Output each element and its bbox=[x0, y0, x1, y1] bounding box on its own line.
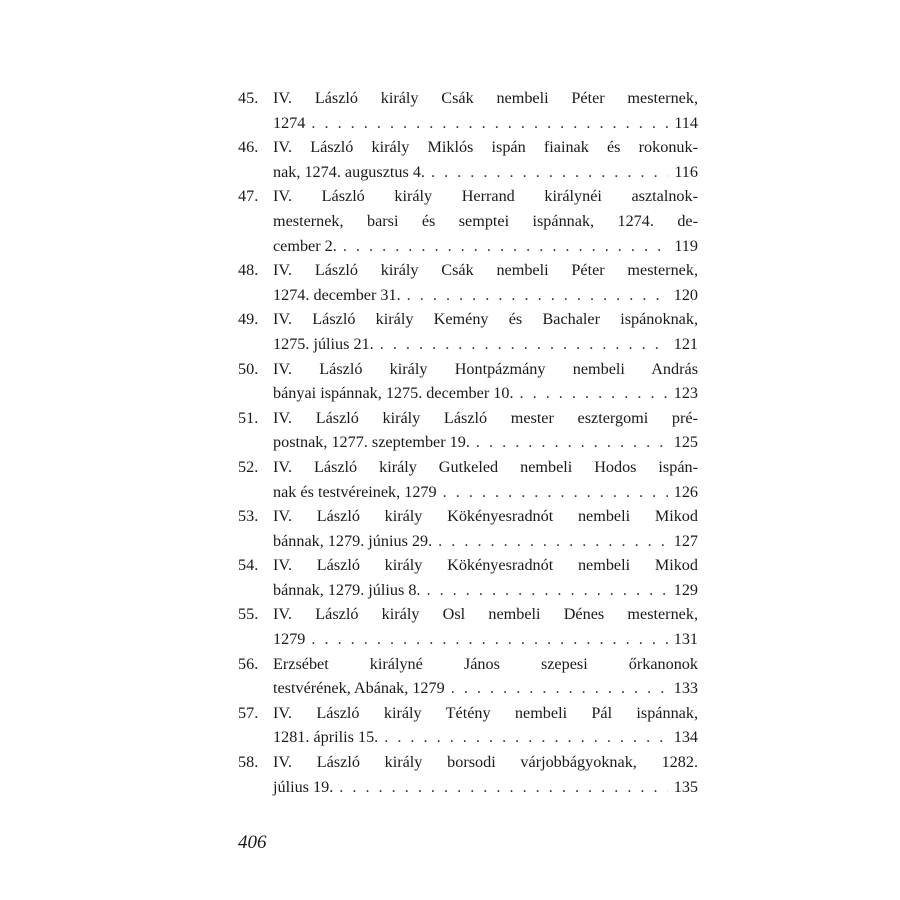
entry-last-text: július 19. bbox=[273, 777, 334, 796]
entry-line: IV. László király Miklós ispán fiainak és rokonuk- bbox=[273, 138, 698, 157]
entry-page-number: 121 bbox=[673, 334, 698, 353]
toc-entry bbox=[238, 135, 698, 184]
entry-last-text: bánnak, 1279. július 8. bbox=[273, 580, 421, 599]
entry-number: 45. bbox=[238, 89, 259, 107]
entry-text bbox=[273, 455, 698, 504]
entry-text bbox=[273, 701, 698, 750]
entry-number: 50. bbox=[238, 359, 259, 378]
entry-line: IV. László király borsodi várjobbágyoknak, 1282. bbox=[273, 753, 698, 772]
toc-entry bbox=[238, 553, 698, 602]
entry-last-text: bányai ispánnak, 1275. december 10. bbox=[273, 384, 514, 403]
entry-page-number: 131 bbox=[673, 630, 698, 649]
entry-last-text: 1274. december 31. bbox=[273, 285, 401, 304]
page-number: 406 bbox=[238, 832, 267, 853]
entry-page-number: 129 bbox=[673, 580, 698, 599]
entry-line: IV. László király Kemény és Bachaler ispánoknak, bbox=[273, 310, 698, 329]
entry-last-text: testvérének, Abának, 1279 bbox=[273, 679, 445, 698]
toc-entry bbox=[238, 86, 698, 135]
entry-last-line bbox=[273, 332, 698, 357]
entry-page-number: 135 bbox=[673, 777, 698, 796]
dot-leader bbox=[343, 234, 668, 259]
entry-last-line bbox=[273, 725, 698, 750]
entry-line: IV. László király Csák nembeli Péter mesternek, bbox=[273, 89, 698, 107]
entry-text bbox=[273, 357, 698, 406]
entry-text bbox=[273, 504, 698, 553]
entry-number: 55. bbox=[238, 605, 259, 624]
entry-page-number: 120 bbox=[673, 285, 698, 304]
entry-text bbox=[273, 652, 698, 701]
entry-line: IV. László király Hontpázmány nembeli András bbox=[273, 359, 698, 378]
entry-last-text: bánnak, 1279. június 29. bbox=[273, 531, 433, 550]
entry-page-number: 125 bbox=[673, 433, 698, 452]
table-of-contents bbox=[238, 86, 698, 799]
entry-last-line bbox=[273, 676, 698, 701]
toc-entry bbox=[238, 307, 698, 356]
toc-entry bbox=[238, 357, 698, 406]
entry-last-line bbox=[273, 430, 698, 455]
toc-entry bbox=[238, 184, 698, 258]
entry-last-line bbox=[273, 775, 698, 800]
entry-last-line bbox=[273, 627, 698, 652]
dot-leader bbox=[311, 111, 668, 136]
entry-page-number: 123 bbox=[673, 384, 698, 403]
entry-text bbox=[273, 602, 698, 651]
entry-last-text: nak és testvéreinek, 1279 bbox=[273, 482, 437, 501]
dot-leader bbox=[407, 283, 668, 308]
entry-line: IV. László király Kökényesradnót nembeli Mikod bbox=[273, 556, 698, 575]
entry-line: IV. László király Gutkeled nembeli Hodos ispán- bbox=[273, 457, 698, 476]
entry-last-line bbox=[273, 283, 698, 308]
entry-line: IV. László király Herrand királynéi asztalnok- bbox=[273, 187, 698, 206]
dot-leader bbox=[426, 578, 668, 603]
entry-line: mesternek, barsi és semptei ispánnak, 1274. de- bbox=[273, 211, 698, 230]
entry-page-number: 116 bbox=[674, 162, 698, 181]
entry-page-number: 114 bbox=[674, 113, 698, 132]
entry-text bbox=[273, 750, 698, 799]
entry-text bbox=[273, 406, 698, 455]
entry-page-number: 133 bbox=[673, 679, 698, 698]
toc-entry bbox=[238, 750, 698, 799]
entry-last-text: cember 2. bbox=[273, 236, 337, 255]
entry-number: 49. bbox=[238, 310, 259, 329]
toc-entry bbox=[238, 652, 698, 701]
entry-last-line bbox=[273, 578, 698, 603]
dot-leader bbox=[384, 725, 668, 750]
entry-line: IV. László király Csák nembeli Péter mesternek, bbox=[273, 261, 698, 280]
dot-leader bbox=[520, 381, 669, 406]
entry-text bbox=[273, 184, 698, 258]
entry-number: 51. bbox=[238, 408, 259, 427]
toc-entry bbox=[238, 406, 698, 455]
entry-last-line bbox=[273, 111, 698, 136]
entry-number: 54. bbox=[238, 556, 259, 575]
entry-line: IV. László király Osl nembeli Dénes mesternek, bbox=[273, 605, 698, 624]
entry-page-number: 126 bbox=[673, 482, 698, 501]
entry-last-text: 1274 bbox=[273, 113, 306, 132]
toc-entry bbox=[238, 504, 698, 553]
entry-number: 48. bbox=[238, 261, 259, 280]
entry-line: IV. László király László mester esztergomi pré- bbox=[273, 408, 698, 427]
dot-leader bbox=[431, 160, 668, 185]
entry-last-line bbox=[273, 480, 698, 505]
entry-line: IV. László király Kökényesradnót nembeli Mikod bbox=[273, 507, 698, 526]
dot-leader bbox=[443, 480, 668, 505]
toc-entry bbox=[238, 602, 698, 651]
entry-line: IV. László király Tétény nembeli Pál ispánnak, bbox=[273, 703, 698, 722]
entry-last-text: postnak, 1277. szeptember 19. bbox=[273, 433, 470, 452]
entry-number: 58. bbox=[238, 753, 259, 772]
entry-text bbox=[273, 258, 698, 307]
dot-leader bbox=[380, 332, 668, 357]
dot-leader bbox=[438, 529, 668, 554]
entry-last-text: 1279 bbox=[273, 630, 306, 649]
dot-leader bbox=[476, 430, 668, 455]
entry-last-text: 1275. július 21. bbox=[273, 334, 374, 353]
entry-number: 46. bbox=[238, 138, 259, 157]
entry-last-text: 1281. április 15. bbox=[273, 728, 379, 747]
entry-last-line bbox=[273, 160, 698, 185]
toc-entry bbox=[238, 455, 698, 504]
entry-text bbox=[273, 307, 698, 356]
entry-number: 56. bbox=[238, 654, 259, 673]
dot-leader bbox=[311, 627, 668, 652]
toc-entry bbox=[238, 258, 698, 307]
entry-last-line bbox=[273, 529, 698, 554]
entry-page-number: 119 bbox=[674, 236, 698, 255]
entry-page-number: 134 bbox=[673, 728, 698, 747]
dot-leader bbox=[451, 676, 668, 701]
entry-line: Erzsébet királyné János szepesi őrkanonok bbox=[273, 654, 698, 673]
entry-text bbox=[273, 86, 698, 135]
entry-last-text: nak, 1274. augusztus 4. bbox=[273, 162, 425, 181]
entry-number: 47. bbox=[238, 187, 259, 206]
entry-number: 53. bbox=[238, 507, 259, 526]
entry-text bbox=[273, 553, 698, 602]
entry-last-line bbox=[273, 234, 698, 259]
dot-leader bbox=[339, 775, 668, 800]
entry-text bbox=[273, 135, 698, 184]
entry-last-line bbox=[273, 381, 698, 406]
entry-page-number: 127 bbox=[673, 531, 698, 550]
entry-number: 57. bbox=[238, 703, 259, 722]
toc-entry bbox=[238, 701, 698, 750]
entry-number: 52. bbox=[238, 457, 259, 476]
